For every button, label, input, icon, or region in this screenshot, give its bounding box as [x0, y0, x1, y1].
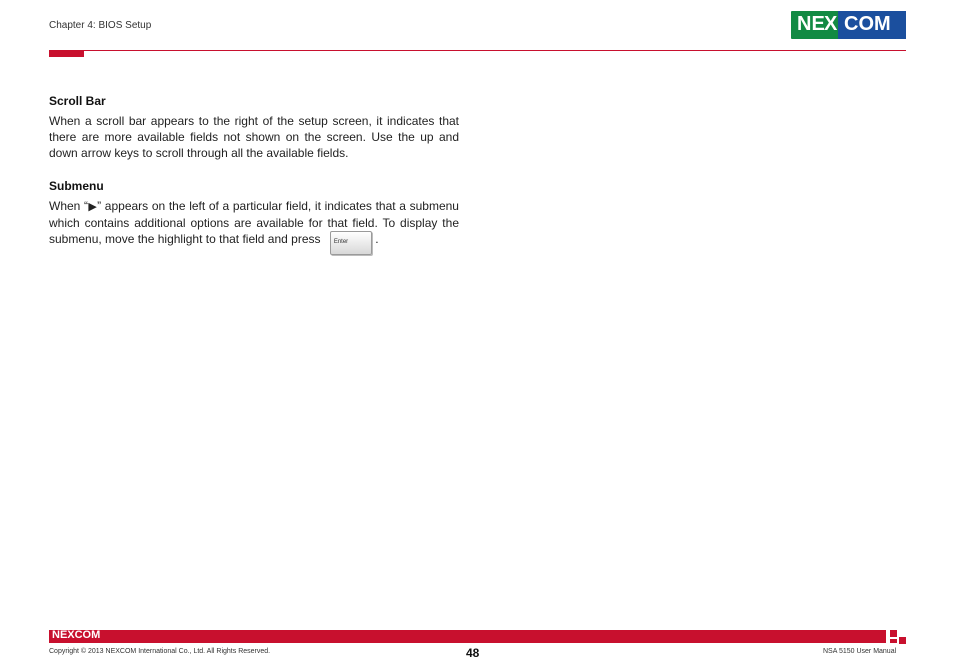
submenu-text	[49, 198, 459, 255]
footer-square-icon	[890, 639, 897, 643]
submenu-text-start: When “	[49, 199, 89, 213]
footer-square-icon	[899, 637, 906, 644]
scroll-bar-text: When a scroll bar appears to the right of the setup screen, it indicates that there are more available fields not shown on the screen. Use the up and down arrow keys to scroll through all the available fields.	[49, 114, 459, 160]
logo-text-right: COM	[844, 13, 891, 35]
enter-key-icon	[330, 231, 372, 255]
logo-text-left: NE	[797, 13, 825, 35]
manual-name: NSA 5150 User Manual	[823, 648, 897, 655]
submenu-heading: Submenu	[49, 179, 104, 193]
submenu-arrow-icon: ▶	[88, 200, 98, 213]
submenu-text-end: .	[375, 232, 379, 246]
logo-x: X	[824, 13, 838, 35]
submenu-text-body: ” appears on the left of a particular field, it indicates that a submenu which contains additional options are available for that field. To display the submenu, move the highlight to that field and press	[49, 199, 459, 246]
chapter-title: Chapter 4: BIOS Setup	[49, 20, 152, 31]
footer-bar	[49, 630, 886, 643]
copyright-text: Copyright © 2013 NEXCOM International Co., Ltd. All Rights Reserved.	[49, 648, 271, 655]
enter-key-label: Enter	[333, 239, 349, 245]
header-accent-block	[49, 50, 84, 57]
page-number: 48	[466, 646, 480, 660]
scroll-bar-heading: Scroll Bar	[49, 94, 106, 108]
footer-square-icon	[890, 630, 897, 637]
footer-logo: NEXCOM	[52, 629, 101, 641]
nexcom-logo	[791, 11, 906, 39]
header-rule	[49, 50, 906, 51]
